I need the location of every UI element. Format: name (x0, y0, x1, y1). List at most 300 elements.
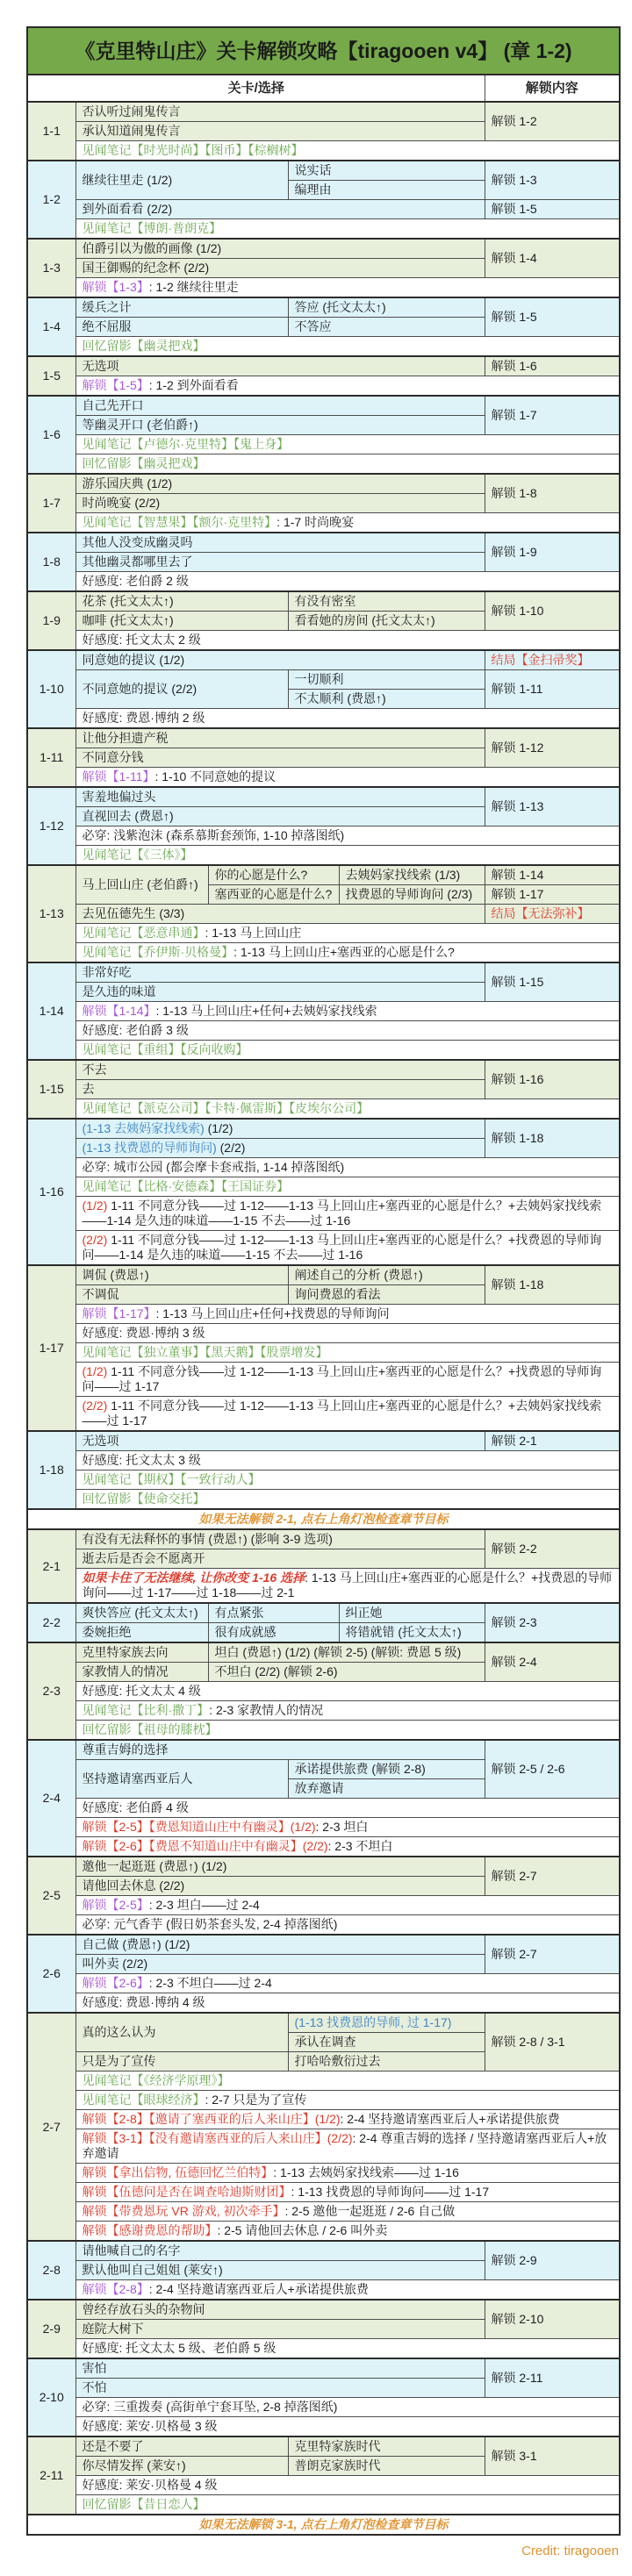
note-cell (75, 278, 620, 298)
table-row (27, 1857, 620, 1877)
table-row (27, 297, 620, 318)
note-cell: 好感度: 老伯爵 3 级 (75, 1021, 620, 1041)
choice-cell: 非常好吃 (75, 962, 485, 983)
table-row (27, 2091, 620, 2110)
table-row (27, 631, 620, 651)
section-hint-row (27, 2515, 620, 2535)
text-part: 解锁【拿出信物, 伍德回忆兰伯特】 (82, 2165, 274, 2179)
choice-cell: 叫外卖 (2/2) (75, 1955, 485, 1974)
text-part: : 1-2 到外面看看 (148, 378, 239, 392)
text-part: 解锁【2-5】【费恩知道山庄中有幽灵】(1/2) (82, 1820, 316, 1834)
table-row (27, 1158, 620, 1177)
choice-cell: 打哈哈敷衍过去 (288, 2052, 485, 2072)
unlock-cell: 解锁 1-12 (485, 728, 620, 768)
table-row (27, 513, 620, 533)
choice-cell: 承认知道闹鬼传言 (75, 122, 485, 141)
note-cell: 见闻笔记【《经济学原理》】 (75, 2072, 620, 2091)
table-row (27, 435, 620, 454)
choice-cell: 伯爵引以为傲的画像 (1/2) (75, 239, 485, 259)
note-cell (75, 1896, 620, 1915)
text-part: : 2-3 家教情人的情况 (209, 1703, 324, 1717)
table-row (27, 2300, 620, 2320)
level-id: 1-15 (27, 1060, 75, 1119)
note-cell (75, 2183, 620, 2202)
table-row (27, 2417, 620, 2437)
text-part: (1-13 找费恩的导师询问) (82, 1141, 217, 1155)
note-cell: 必穿: 三重拨奏 (高街单宁套耳坠, 2-8 掉落图纸) (75, 2398, 620, 2417)
choice-cell: 马上回山庄 (老伯爵↑) (75, 865, 208, 905)
table-row (27, 1529, 620, 1549)
level-id: 1-1 (27, 102, 75, 161)
unlock-cell: 解锁 2-9 (485, 2241, 620, 2280)
text-part: 1-11 不同意分钱——过 1-12——1-13 马上回山庄+塞西亚的心愿是什么？+找费恩的导师询问——过 1-17 (82, 1364, 602, 1393)
level-id: 1-13 (27, 865, 75, 962)
text-part: 1-11 不同意分钱——过 1-12——1-13 马上回山庄+塞西亚的心愿是什么？+去姨妈家找线索——1-14 是久违的味道——1-15 不去——过 1-16 (82, 1199, 602, 1227)
text-part: (1-13 去姨妈家找线索) (82, 1121, 205, 1135)
choice-cell: 庭院大树下 (75, 2320, 485, 2339)
choice-cell: 默认他叫自己姐姐 (莱安↑) (75, 2261, 485, 2280)
choice-cell: 花茶 (托文太太↑) (75, 591, 288, 612)
choice-cell: 害怕 (75, 2358, 485, 2379)
choice-cell: 让他分担遗产税 (75, 728, 485, 748)
table-row (27, 454, 620, 475)
text-part: : 2-4 尊重吉姆的选择 / 坚持邀请塞西亚后人+放弃邀请 (82, 2131, 607, 2160)
section-hint-row (27, 1509, 620, 1529)
text-part: : 1-7 时尚晚宴 (276, 515, 355, 529)
text-part: : 2-3 坦白 (315, 1820, 369, 1834)
choice-cell: 缓兵之计 (75, 297, 288, 318)
note-cell: 必穿: 元气香芋 (假日奶茶套头发, 2-4 掉落图纸) (75, 1915, 620, 1936)
note-cell (75, 943, 620, 963)
choice-cell: 塞西亚的心愿是什么? (208, 885, 339, 905)
unlock-cell: 解锁 2-5 / 2-6 (485, 1740, 620, 1799)
note-cell: 好感度: 托文太太 2 级 (75, 631, 620, 651)
unlock-cell: 解锁 1-11 (485, 670, 620, 709)
text-part: : 2-3 坦白——过 2-4 (148, 1898, 260, 1912)
text-part: : 2-5 请他回去休息 / 2-6 叫外卖 (217, 2223, 388, 2237)
choice-cell: 等幽灵开口 (老伯爵↑) (75, 416, 485, 435)
unlock-cell: 解锁 1-8 (485, 474, 620, 513)
choice-cell: 其他幽灵都哪里去了 (75, 553, 485, 572)
note-cell (75, 2280, 620, 2301)
note-cell: 见闻笔记【独立董事】【黑天鹅】【股票增发】 (75, 1343, 620, 1363)
table-row (27, 1915, 620, 1936)
text-part: : 2-3 不坦白——过 2-4 (148, 1976, 272, 1990)
note-cell (75, 1974, 620, 1993)
text-part: 1-11 不同意分钱——过 1-12——1-13 马上回山庄+塞西亚的心愿是什么？+找费恩的导师询问——1-14 是久违的味道——1-15 不去——过 1-16 (82, 1233, 602, 1262)
unlock-cell: 解锁 1-10 (485, 591, 620, 631)
text-part: 解锁【1-14】 (82, 1004, 156, 1018)
choice-cell: 真的这么认为 (75, 2013, 288, 2052)
table-row (27, 1363, 620, 1397)
choice-cell: 答应 (托文太太↑) (288, 297, 485, 318)
table-row (27, 356, 620, 376)
choice-cell: 不答应 (288, 318, 485, 337)
title-row (27, 27, 620, 75)
text-part: : 1-10 不同意她的提议 (154, 769, 276, 784)
text-part: : 2-5 邀他一起逛逛 / 2-6 自己做 (284, 2204, 456, 2218)
unlock-cell: 解锁 2-7 (485, 1935, 620, 1974)
table-row (27, 2129, 620, 2164)
note-cell (75, 2091, 620, 2110)
choice-cell: 是久违的味道 (75, 983, 485, 1002)
note-cell (75, 1231, 620, 1266)
level-id: 2-7 (27, 2013, 75, 2241)
note-cell: 好感度: 托文太太 5 级、老伯爵 5 级 (75, 2339, 620, 2359)
table-row (27, 2495, 620, 2515)
text-part: : 2-7 只是为了宣传 (205, 2093, 307, 2107)
choice-cell: 否认听过闹鬼传言 (75, 102, 485, 122)
level-id: 1-3 (27, 239, 75, 297)
table-row (27, 1740, 620, 1760)
table-row (27, 161, 620, 181)
text-part: 解锁【2-5】 (82, 1898, 149, 1912)
text-part: 见闻笔记【智慧果】【额尔·克里特】 (82, 515, 277, 529)
table-row (27, 787, 620, 807)
note-cell (75, 1701, 620, 1721)
choice-cell: 委婉拒绝 (75, 1623, 208, 1643)
text-part: 解锁【1-5】 (82, 378, 149, 392)
note-cell: 回忆留影【祖母的膝枕】 (75, 1721, 620, 1741)
choice-cell: 自己做 (费恩↑) (1/2) (75, 1935, 485, 1955)
note-cell: 好感度: 托文太太 3 级 (75, 1451, 620, 1470)
table-row (27, 1041, 620, 1061)
table-row (27, 865, 620, 885)
note-cell: 见闻笔记【期权】【一致行动人】 (75, 1470, 620, 1490)
table-row (27, 924, 620, 943)
choice-cell: 无选项 (75, 1431, 485, 1451)
text-part: : 1-13 马上回山庄+任何+去姨妈家找线索 (155, 1004, 377, 1018)
table-row (27, 1119, 620, 1139)
text-part: : 1-13 去姨妈家找线索——过 1-16 (273, 2165, 459, 2179)
note-cell (75, 2222, 620, 2242)
text-part: : 2-3 不坦白 (327, 1839, 393, 1853)
choice-cell: 纠正她 (339, 1603, 485, 1623)
note-cell (75, 1818, 620, 1837)
choice-cell: 调侃 (费恩↑) (75, 1265, 288, 1285)
level-id: 1-17 (27, 1265, 75, 1431)
text-part: (2/2) (216, 1141, 246, 1155)
table-row (27, 1642, 620, 1663)
note-cell: 见闻笔记【重组】【反向收购】 (75, 1041, 620, 1061)
choice-cell: 还是不要了 (75, 2436, 288, 2457)
table-row (27, 572, 620, 592)
text-part: : 1-13 找费恩的导师询问——过 1-17 (291, 2185, 490, 2199)
note-cell: 好感度: 老伯爵 2 级 (75, 572, 620, 592)
choice-cell: 你的心愿是什么? (208, 865, 339, 885)
choice-cell: 坦白 (费恩↑) (1/2) (解锁 2-5) (解锁: 费恩 5 级) (208, 1642, 485, 1663)
choice-cell: 不太顺利 (费恩↑) (288, 690, 485, 709)
level-id: 2-3 (27, 1642, 75, 1740)
note-cell: 必穿: 浅紫泡沫 (森系慕斯套颈饰, 1-10 掉落图纸) (75, 826, 620, 846)
table-row (27, 591, 620, 612)
choice-cell: 承诺提供旅费 (解锁 2-8) (288, 1760, 485, 1779)
note-cell: 必穿: 城市公园 (都会摩卡套戒指, 1-14 掉落图纸) (75, 1158, 620, 1177)
table-row (27, 1002, 620, 1021)
table-row (27, 905, 620, 924)
choice-cell: 有点紧张 (208, 1603, 339, 1623)
unlock-cell: 结局【无法弥补】 (485, 905, 620, 924)
table-row (27, 1431, 620, 1451)
page-title: 《克里特山庄》关卡解锁攻略【tiragooen v4】 (章 1-2) (27, 27, 620, 75)
choice-cell: 逝去后是否会不愿离开 (75, 1549, 485, 1569)
note-cell: 好感度: 莱安·贝格曼 4 级 (75, 2476, 620, 2495)
choice-cell: (1-13 找费恩的导师, 过 1-17) (288, 2013, 485, 2033)
table-row (27, 1397, 620, 1432)
unlock-cell: 解锁 1-14 (485, 865, 620, 885)
choice-cell: 承认在调查 (288, 2033, 485, 2052)
level-id: 1-2 (27, 161, 75, 239)
choice-cell: 阐述自己的分析 (费恩↑) (288, 1265, 485, 1285)
choice-cell: 看看她的房间 (托文太太↑) (288, 612, 485, 631)
note-cell: 好感度: 老伯爵 4 级 (75, 1799, 620, 1818)
section-hint: 如果无法解锁 2-1, 点右上角灯泡检查章节目标 (27, 1509, 620, 1529)
table-row (27, 1305, 620, 1324)
unlock-cell: 解锁 1-13 (485, 787, 620, 826)
unlock-cell: 解锁 1-18 (485, 1265, 620, 1305)
level-id: 1-16 (27, 1119, 75, 1265)
level-id: 2-11 (27, 2436, 75, 2515)
table-row (27, 768, 620, 788)
choice-cell: 自己先开口 (75, 396, 485, 416)
choice-cell: 请他喊自己的名字 (75, 2241, 485, 2261)
note-cell (75, 1569, 620, 1604)
level-id: 1-12 (27, 787, 75, 865)
level-id: 2-2 (27, 1603, 75, 1642)
note-cell: 好感度: 费恩·博纳 2 级 (75, 709, 620, 729)
table-row (27, 650, 620, 670)
choice-cell: 不去 (75, 1060, 485, 1080)
note-cell (75, 2202, 620, 2222)
text-part: 见闻笔记【恶意串通】 (82, 926, 205, 940)
table-row (27, 1935, 620, 1955)
level-id: 1-8 (27, 533, 75, 591)
text-part: : 1-13 马上回山庄+塞西亚的心愿是什么? (233, 945, 455, 959)
level-id: 2-1 (27, 1529, 75, 1603)
text-part: 见闻笔记【眼球经济】 (82, 2093, 205, 2107)
table-row (27, 1721, 620, 1741)
table-row (27, 1896, 620, 1915)
choice-cell (75, 1139, 485, 1158)
note-cell: 回忆留影【幽灵把戏】 (75, 454, 620, 475)
table-row (27, 239, 620, 259)
table-row (27, 200, 620, 219)
table-row (27, 1021, 620, 1041)
text-part: (1/2) (82, 1199, 111, 1213)
table-row (27, 1231, 620, 1266)
note-cell: 见闻笔记【博朗·普朗克】 (75, 219, 620, 240)
unlock-cell: 解锁 2-10 (485, 2300, 620, 2339)
note-cell (75, 924, 620, 943)
unlock-cell: 结局【金扫帚奖】 (485, 650, 620, 670)
choice-cell: 克里特家族去向 (75, 1642, 208, 1663)
choice-cell: 请他回去休息 (2/2) (75, 1877, 485, 1896)
note-cell: 见闻笔记【派克公司】【卡特·佩雷斯】【皮埃尔公司】 (75, 1099, 620, 1120)
text-part: 1-11 不同意分钱——过 1-12——1-13 马上回山庄+塞西亚的心愿是什么？+去姨妈家找线索——过 1-17 (82, 1399, 602, 1428)
choice-cell: 说实话 (288, 161, 485, 181)
text-part: 解锁【2-6】【费恩不知道山庄中有幽灵】(2/2) (82, 1839, 328, 1853)
table-row (27, 1701, 620, 1721)
note-cell (75, 1363, 620, 1397)
level-id: 2-10 (27, 2358, 75, 2436)
table-row (27, 2476, 620, 2495)
credit: Credit: tiragooen (521, 2544, 619, 2558)
text-part: (2/2) (82, 1399, 111, 1413)
note-cell (75, 376, 620, 397)
choice-cell: 邀他一起逛逛 (费恩↑) (1/2) (75, 1857, 485, 1877)
choice-cell: 放弃邀请 (288, 1779, 485, 1799)
text-part: 解锁【1-3】 (82, 280, 149, 294)
table-row (27, 709, 620, 729)
table-row (27, 1818, 620, 1837)
text-part: 解锁【带费恩玩 VR 游戏, 初次牵手】 (82, 2204, 285, 2218)
text-part: 解锁【2-8】【邀请了塞西亚的后人来山庄】(1/2) (82, 2112, 341, 2126)
text-part: 解锁【3-1】【没有邀请塞西亚的后人来山庄】(2/2) (82, 2131, 353, 2145)
choice-cell: 去姨妈家找线索 (1/3) (339, 865, 485, 885)
table-row (27, 102, 620, 122)
choice-cell: 不同意她的提议 (2/2) (75, 670, 288, 709)
unlock-cell: 解锁 1-2 (485, 102, 620, 141)
choice-cell: 到外面看看 (2/2) (75, 200, 485, 219)
text-part: (1/2) (82, 1364, 111, 1378)
choice-cell: 家教情人的情况 (75, 1663, 208, 1682)
table-row (27, 1060, 620, 1080)
note-cell: 回忆留影【使命交托】 (75, 1490, 620, 1510)
choice-cell: 去 (75, 1080, 485, 1099)
unlock-cell: 解锁 2-1 (485, 1431, 620, 1451)
table-row (27, 1569, 620, 1604)
table-row (27, 396, 620, 416)
note-cell (75, 1837, 620, 1857)
text-part: : 1-13 马上回山庄+塞西亚的心愿是什么？+找费恩的导师询问——过 1-17——过 1-18——过 2-1 (82, 1571, 613, 1599)
text-part: : 2-4 坚持邀请塞西亚后人+承诺提供旅费 (148, 2282, 369, 2296)
column-header-choices: 关卡/选择 (27, 75, 485, 102)
table-row (27, 2013, 620, 2033)
table-row (27, 2183, 620, 2202)
table-row (27, 2398, 620, 2417)
unlock-cell: 解锁 2-4 (485, 1642, 620, 1682)
text-part: : 1-13 马上回山庄 (205, 926, 302, 940)
table-row (27, 1343, 620, 1363)
table-row (27, 670, 620, 690)
table-row (27, 2358, 620, 2379)
choice-cell: 只是为了宣传 (75, 2052, 288, 2072)
unlock-cell: 解锁 2-8 / 3-1 (485, 2013, 620, 2072)
text-part: : 1-13 马上回山庄+任何+找费恩的导师询问 (155, 1306, 390, 1320)
table-row (27, 1470, 620, 1490)
note-cell: 见闻笔记【比格·安德森】【王国证券】 (75, 1177, 620, 1197)
level-id: 1-4 (27, 297, 75, 356)
level-id: 2-4 (27, 1740, 75, 1857)
level-id: 1-9 (27, 591, 75, 650)
note-cell: 好感度: 莱安·贝格曼 3 级 (75, 2417, 620, 2437)
table-row (27, 1799, 620, 1818)
text-part: (2/2) (82, 1233, 111, 1247)
column-header-unlock: 解锁内容 (485, 75, 620, 102)
choice-cell: 不调侃 (75, 1285, 288, 1305)
section-hint: 如果无法解锁 3-1, 点右上角灯泡检查章节目标 (27, 2515, 620, 2535)
choice-cell: 编理由 (288, 181, 485, 200)
unlock-cell: 解锁 1-3 (485, 161, 620, 200)
column-header-row (27, 75, 620, 102)
text-part: (1/2) (204, 1121, 233, 1135)
unlock-cell: 解锁 1-5 (485, 297, 620, 337)
table-row (27, 2110, 620, 2129)
text-part: : 1-2 继续往里走 (148, 280, 239, 294)
choice-cell: 继续往里走 (1/2) (75, 161, 288, 200)
table-row (27, 1099, 620, 1120)
level-id: 1-7 (27, 474, 75, 533)
level-id: 1-11 (27, 728, 75, 787)
table-row (27, 1451, 620, 1470)
unlock-cell: 解锁 1-15 (485, 962, 620, 1002)
table-row (27, 1490, 620, 1510)
text-part: 如果卡住了无法继续, 让你改变 1-16 选择 (82, 1571, 305, 1585)
choice-cell: 一切顺利 (288, 670, 485, 690)
choice-cell: 坚持邀请塞西亚后人 (75, 1760, 288, 1799)
level-id: 1-14 (27, 962, 75, 1060)
note-cell: 回忆留影【昔日恋人】 (75, 2495, 620, 2515)
choice-cell: 其他人没变成幽灵吗 (75, 533, 485, 553)
table-row (27, 376, 620, 397)
text-part: 解锁【2-8】 (82, 2282, 149, 2296)
unlock-cell: 解锁 2-7 (485, 1857, 620, 1896)
table-row (27, 2241, 620, 2261)
level-id: 2-6 (27, 1935, 75, 2013)
table-row (27, 1265, 620, 1285)
choice-cell: 时尚晚宴 (2/2) (75, 494, 485, 513)
level-id: 1-18 (27, 1431, 75, 1509)
note-cell: 好感度: 费恩·博纳 3 级 (75, 1324, 620, 1343)
table-row (27, 1837, 620, 1857)
choice-cell: 普朗克家族时代 (288, 2457, 485, 2476)
choice-cell: 去见伍德先生 (3/3) (75, 905, 485, 924)
note-cell (75, 768, 620, 788)
note-cell (75, 1397, 620, 1432)
table-row (27, 962, 620, 983)
choice-cell: 直视回去 (费恩↑) (75, 807, 485, 826)
table-row (27, 141, 620, 161)
note-cell: 好感度: 托文太太 4 级 (75, 1682, 620, 1701)
text-part: : 2-4 坚持邀请塞西亚后人+承诺提供旅费 (340, 2112, 560, 2126)
table-row (27, 826, 620, 846)
table-row (27, 2072, 620, 2091)
table-row (27, 846, 620, 866)
text-part: 解锁【感谢费恩的帮助】 (82, 2223, 218, 2237)
unlock-cell: 解锁 1-16 (485, 1060, 620, 1099)
unlock-cell: 解锁 2-11 (485, 2358, 620, 2398)
unlock-cell: 解锁 2-2 (485, 1529, 620, 1569)
level-id: 1-6 (27, 396, 75, 474)
note-cell (75, 2129, 620, 2164)
unlock-cell: 解锁 1-4 (485, 239, 620, 278)
table-row (27, 2164, 620, 2183)
choice-cell: 游乐园庆典 (1/2) (75, 474, 485, 494)
level-id: 1-5 (27, 356, 75, 396)
note-cell: 见闻笔记【《三体》】 (75, 846, 620, 866)
unlock-cell: 解锁 1-9 (485, 533, 620, 572)
choice-cell: 很有成就感 (208, 1623, 339, 1643)
note-cell (75, 1197, 620, 1231)
unlock-cell: 解锁 1-17 (485, 885, 620, 905)
choice-cell: 爽快答应 (托文太太↑) (75, 1603, 208, 1623)
table-row (27, 1197, 620, 1231)
table-row (27, 533, 620, 553)
table-row (27, 2222, 620, 2242)
table-row (27, 1177, 620, 1197)
table-row (27, 1603, 620, 1623)
table-row (27, 1974, 620, 1993)
